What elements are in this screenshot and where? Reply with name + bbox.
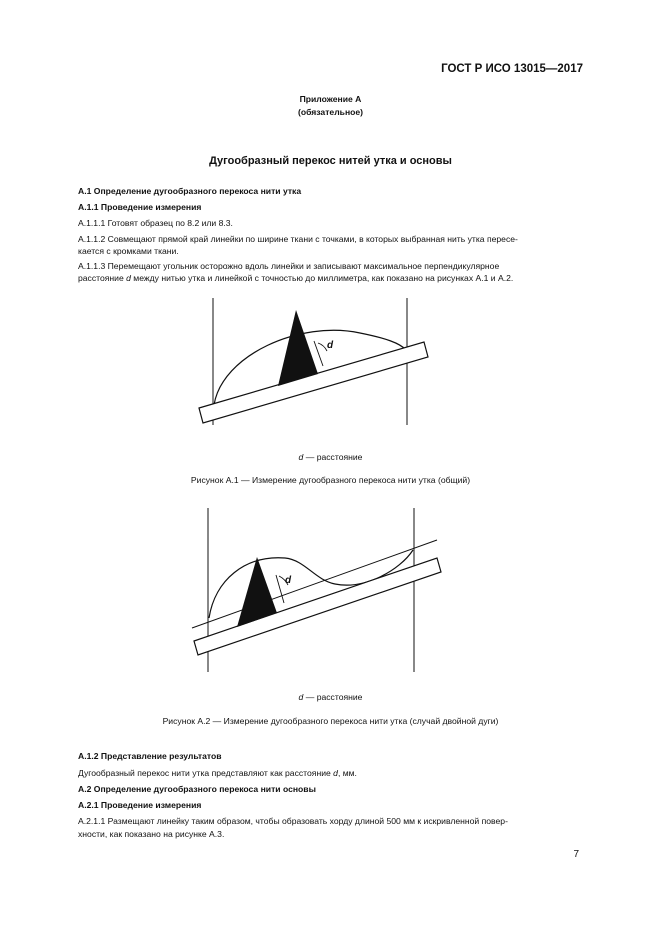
section-a21-heading: А.2.1 Проведение измерения xyxy=(78,800,202,810)
figure-a1-legend xyxy=(0,451,661,464)
para-a111: А.1.1.1 Готовят образец по 8.2 или 8.3. xyxy=(78,218,233,228)
distance-line xyxy=(276,575,284,603)
ruler xyxy=(199,342,428,423)
section-a1-heading: А.1 Определение дугообразного перекоса нити утка xyxy=(78,186,302,196)
section-a11-heading: А.1.1 Проведение измерения xyxy=(78,202,202,212)
ruler xyxy=(194,558,441,655)
figure-a1-d-label: d xyxy=(327,340,334,351)
legend-text: — расстояние xyxy=(303,452,363,462)
section-a2-heading: А.2 Определение дугообразного перекоса нити основы xyxy=(78,784,316,794)
main-title: Дугообразный перекос нитей утка и основы xyxy=(209,155,452,167)
para-a12-text: Дугообразный перекос нити утка представляют как расстояние d, мм. xyxy=(78,768,357,778)
legend-symbol: d xyxy=(298,692,304,702)
section-a12-heading: А.1.2 Представление результатов xyxy=(78,751,222,761)
angle-mark xyxy=(318,343,327,351)
figure-a2-caption: Рисунок А.2 — Измерение дугообразного перекоса нити утка (случай двойной дуги) xyxy=(162,716,499,726)
document-id: ГОСТ Р ИСО 13015—2017 xyxy=(441,63,583,75)
para-a211-line2: хности, как показано на рисунке А.3. xyxy=(78,829,225,839)
para-a211-line1: А.2.1.1 Размещают линейку таким образом, чтобы образовать хорду длиной 500 мм к искривленной повер- xyxy=(78,816,508,826)
appendix-title: Приложение А xyxy=(299,94,362,104)
figure-a1-caption: Рисунок А.1 — Измерение дугообразного перекоса нити утка (общий) xyxy=(190,475,471,485)
para-a112-line1: А.1.1.2 Совмещают прямой край линейки по ширине ткани с точками, в которых выбранная нить утка пересе- xyxy=(78,234,518,244)
set-square xyxy=(278,310,318,386)
para-a112-line2: кается с кромками ткани. xyxy=(78,246,179,256)
figure-a2-d-label: d xyxy=(285,575,292,586)
legend-symbol: d xyxy=(298,452,304,462)
figure-a1-drawing xyxy=(0,295,661,435)
para-a113-line1: А.1.1.3 Перемещают угольник осторожно вдоль линейки и записывают максимальное перпендикулярное xyxy=(78,261,500,271)
page-number: 7 xyxy=(573,849,579,860)
figure-a2-legend xyxy=(0,691,661,704)
para-a113-line2: расстояние d между нитью утка и линейкой с точностью до миллиметра, как показано на рисунках А.1 и А.2. xyxy=(78,273,514,283)
figure-a2-drawing xyxy=(0,500,661,680)
appendix-status: (обязательное) xyxy=(297,107,364,117)
legend-text: — расстояние xyxy=(303,692,363,702)
